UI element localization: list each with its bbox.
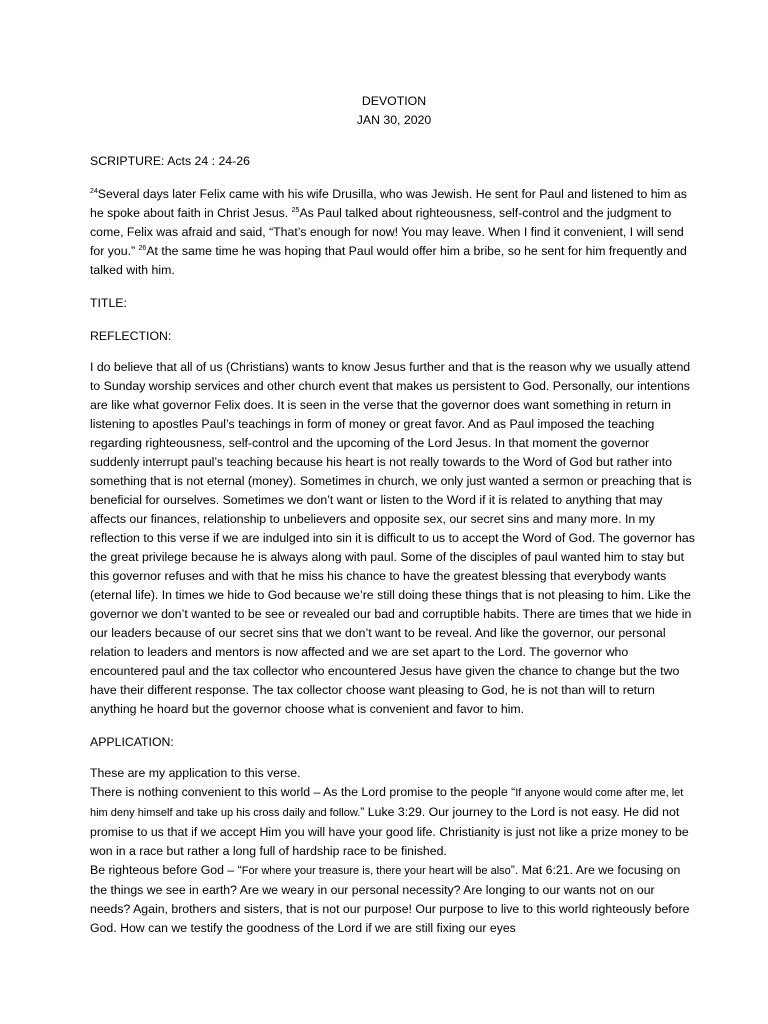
application-body [90,764,698,938]
point-2-reference: ”. Mat 6:21. [510,863,573,877]
point-1-quote: If anyone would come after me, let him deny himself and take up his cross daily and follow. [90,787,684,819]
verse-26-text: At the same time he was hoping that Paul would offer him a bribe, so he sent for him frequently and talked with him. [90,244,687,277]
application-point-1 [90,783,698,861]
point-2-quote: For where your treasure is, there your heart will be also [241,865,511,877]
devotion-date: JAN 30, 2020 [356,113,432,127]
point-1-reference: ” Luke 3:29. [360,805,426,819]
scripture-passage [90,185,698,280]
verse-number-25: 25 [291,206,300,214]
verse-number-24: 24 [90,187,98,195]
reflection-label: REFLECTION: [90,329,172,343]
application-point-2 [90,861,698,938]
devotion-title: DEVOTION [361,94,427,108]
point-1-lead: There is nothing convenient to this world – As the Lord promise to the people “ [90,785,516,799]
verse-24-text: Several days later Felix came with his wife Drusilla, who was Jewish. He sent for Paul and listened to him as he spoke about faith in Christ Jesus. [90,187,687,220]
title-label: TITLE: [90,296,127,310]
scripture-label: SCRIPTURE: Acts 24 : 24-26 [90,154,250,168]
application-label: APPLICATION: [90,735,174,749]
reflection-body: I do believe that all of us (Christians) wants to know Jesus further and that is the reason why we usually attend to Sunday worship services and other church event that makes us persistent to God. Personally, our intentions are like what governor Felix does. It is seen in the verse that the governor does want something in return in listening to apostles Paul’s teachings in form of money or great favor. And as Paul imposed the teaching regarding righteousness, self-control and the upcoming of the Lord Jesus. In that moment the governor suddenly interrupt paul’s teaching because his heart is not really towards to the Word of God but rather into something that is not eternal (money). Sometimes in church, we only just wanted a sermon or preaching that is beneficial for ourselves. Sometimes we don’t want or listen to the Word if it is related to anything that may affects our finances, relationship to unbelievers and opposite sex, our secret sins and many more. In my reflection to this verse if we are indulged into sin it is difficult to us to accept the Word of God. The governor has the great privilege because he is always along with paul. Some of the disciples of paul wanted him to stay but this governor refuses and with that he miss his chance to have the greatest blessing that everybody wants (eternal life). In times we hide to God because we’re still doing these things that is not pleasing to him. Like the governor we don’t wanted to be see or revealed our bad and corruptible habits. There are times that we hide in our leaders because of our secret sins that we don’t want to be reveal. And like the governor, our personal relation to leaders and mentors is now affected and we are set apart to the Lord. The governor who encountered paul and the tax collector who encountered Jesus have given the chance to change but the two have their different response. The tax collector choose want pleasing to God, he is not than will to return anything he hoard but the governor choose what is convenient and favor to him. [90,360,695,716]
verse-number-26: 26 [138,244,147,252]
application-intro: These are my application to this verse. [90,766,301,780]
point-1-text: Our journey to the Lord is not easy. He did not promise to us that if we accept Him you will have your good life. Christianity is just not like a prize money to be won in a race but rather a long full of hardship race to be finished. [90,805,689,858]
verse-25-text: As Paul talked about righteousness, self-control and the judgment to come, Felix was afraid and said, “That’s enough for now! You may leave. When I find it convenient, I will send for you.” [90,206,684,258]
point-2-text: Are we focusing on the things we see in earth? Are we weary in our personal necessity? Are longing to our wants not on our needs? Again, brothers and sisters, that is not our purpose! Our purpose to live to this world righteously before God. How can we testify the goodness of the Lord if we are still fixing our eyes [90,863,690,935]
point-2-lead: Be righteous before God – “ [90,863,242,877]
